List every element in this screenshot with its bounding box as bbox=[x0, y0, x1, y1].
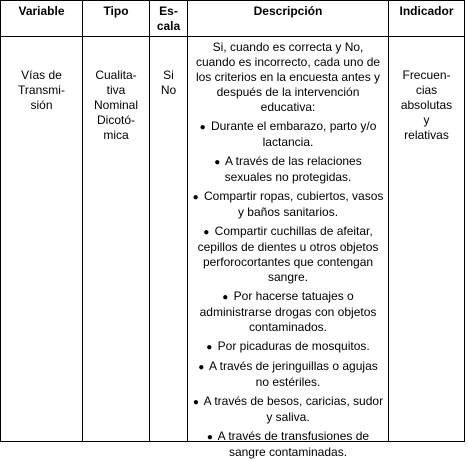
bullet-icon: ● bbox=[192, 192, 199, 203]
cell-descripcion bbox=[188, 37, 389, 459]
cell-tipo bbox=[83, 37, 150, 441]
bullet-icon: ● bbox=[214, 157, 221, 168]
list-item bbox=[192, 359, 384, 390]
table-header-row bbox=[1, 1, 464, 37]
list-item bbox=[192, 289, 384, 335]
header-indicador-text: Indicador bbox=[399, 4, 454, 18]
header-tipo-text: Tipo bbox=[103, 4, 129, 18]
bullet-icon: ● bbox=[206, 432, 213, 443]
criteria-list bbox=[188, 119, 388, 460]
header-escala-text: Es- cala bbox=[156, 4, 181, 33]
bullet-icon: ● bbox=[203, 227, 210, 238]
list-item bbox=[192, 339, 384, 355]
criterion-text: Compartir cuchillas de afeitar, cepillos de dientes u otros objetos perforocortantes que contengan sangre. bbox=[197, 224, 379, 284]
list-item bbox=[192, 394, 384, 425]
criterion-text: A través de jeringuillas o agujas no estériles. bbox=[208, 359, 378, 389]
cell-variable-text: Vías de Transmi- sión bbox=[18, 68, 65, 112]
cell-escala-text: Si No bbox=[160, 68, 177, 97]
cell-indicador-text: Frecuen- cias absolutas y relativas bbox=[400, 68, 453, 142]
header-variable-text: Variable bbox=[18, 4, 65, 18]
header-variable bbox=[1, 1, 83, 36]
header-descripcion-text: Descripción bbox=[253, 4, 323, 18]
criterion-text: Por picaduras de mosquitos. bbox=[217, 339, 370, 353]
criterion-text: A través de las relaciones sexuales no protegidas. bbox=[224, 154, 362, 184]
criterion-text: A través de transfusiones de sangre contaminadas. bbox=[217, 429, 370, 459]
list-item bbox=[192, 119, 384, 150]
table-row bbox=[1, 37, 464, 459]
criterion-text: Por hacerse tatuajes o administrarse drogas con objetos contaminados. bbox=[199, 289, 377, 334]
cell-indicador bbox=[389, 37, 464, 441]
list-item bbox=[192, 154, 384, 185]
bullet-icon: ● bbox=[198, 362, 205, 373]
cell-variable bbox=[1, 37, 83, 441]
cell-escala bbox=[150, 37, 188, 441]
bullet-icon: ● bbox=[222, 292, 229, 303]
list-item bbox=[192, 189, 384, 220]
bullet-icon: ● bbox=[206, 342, 213, 353]
header-escala bbox=[150, 1, 188, 36]
criterion-text: A través de besos, caricias, sudor y saliva. bbox=[203, 394, 384, 424]
descripcion-intro: Si, cuando es correcta y No, cuando es incorrecto, cada uno de los criterios en la encuesta antes y después de la intervención educativa: bbox=[195, 40, 381, 114]
criterion-text: Compartir ropas, cubiertos, vasos y baños sanitarios. bbox=[203, 189, 384, 219]
header-descripcion bbox=[188, 1, 389, 36]
bullet-icon: ● bbox=[199, 122, 206, 133]
header-tipo bbox=[83, 1, 150, 36]
list-item bbox=[192, 224, 384, 285]
cell-tipo-text: Cualita- tiva Nominal Dicotó- mica bbox=[93, 68, 138, 142]
bullet-icon: ● bbox=[192, 397, 199, 408]
header-indicador bbox=[389, 1, 464, 36]
criterion-text: Durante el embarazo, parto y/o lactancia. bbox=[210, 119, 377, 149]
